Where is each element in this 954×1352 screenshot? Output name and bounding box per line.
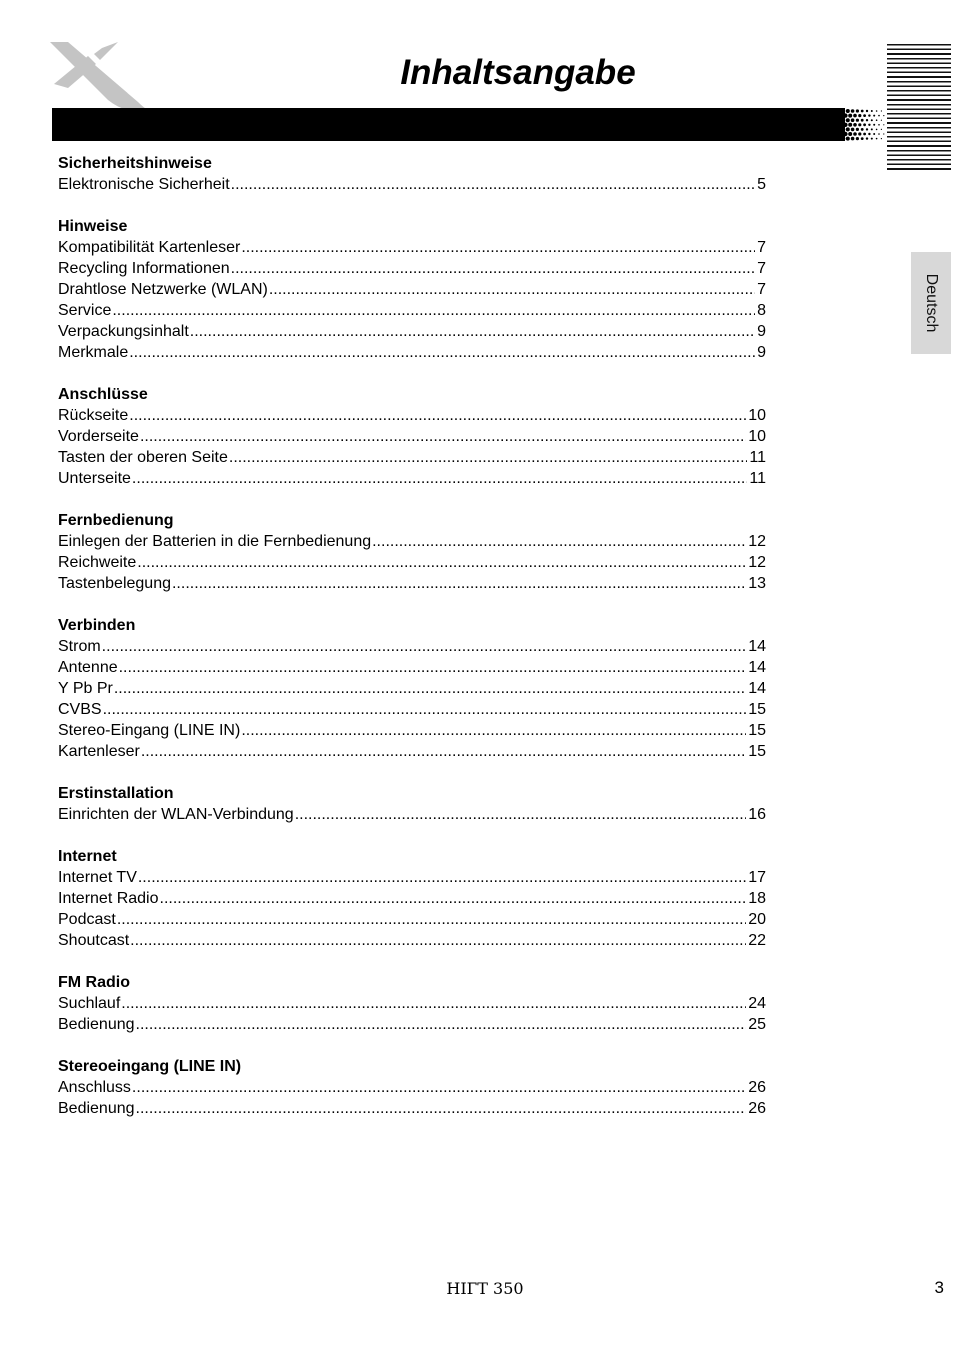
toc-entry xyxy=(58,300,766,321)
toc-dot-leader xyxy=(131,1077,746,1098)
toc-dot-leader xyxy=(118,657,747,678)
toc-entry xyxy=(58,1077,766,1098)
toc-dot-leader xyxy=(294,804,747,825)
toc-entry-title: Kartenleser xyxy=(58,743,140,760)
toc-entry-title: Y Pb Pr xyxy=(58,680,113,697)
toc-entry-title: Rückseite xyxy=(58,407,129,424)
toc-entry-title: Stereo-Eingang (LINE IN) xyxy=(58,722,241,739)
toc-entry-title: Service xyxy=(58,302,112,319)
toc-entry-title: Einlegen der Batterien in die Fernbedienung xyxy=(58,533,372,550)
toc-entry-page: 14 xyxy=(748,638,766,655)
toc-dot-leader xyxy=(128,342,755,363)
toc-dot-leader xyxy=(101,636,747,657)
toc-entry xyxy=(58,426,766,447)
toc-dot-leader xyxy=(113,678,746,699)
toc-dot-leader xyxy=(228,447,748,468)
toc-dot-leader xyxy=(139,426,746,447)
toc-entry xyxy=(58,888,766,909)
toc-entry-page: 26 xyxy=(748,1100,766,1117)
toc-dot-leader xyxy=(230,174,755,195)
toc-entry xyxy=(58,909,766,930)
toc-dot-leader xyxy=(240,237,755,258)
toc-section xyxy=(58,615,766,762)
toc-entry-page: 20 xyxy=(748,911,766,928)
toc-section-heading: Sicherheitshinweise xyxy=(58,155,212,172)
toc-dot-leader xyxy=(189,321,755,342)
toc-entry xyxy=(58,237,766,258)
toc-entry-page: 11 xyxy=(749,449,766,466)
toc-entry-page: 9 xyxy=(757,344,766,361)
toc-dot-leader xyxy=(159,888,747,909)
toc-dot-leader xyxy=(268,279,755,300)
toc-entry-page: 10 xyxy=(748,428,766,445)
toc-entry xyxy=(58,1098,766,1119)
toc-entry xyxy=(58,468,766,489)
toc-entry-title: Kompatibilität Kartenleser xyxy=(58,239,241,256)
toc-entry-title: Bedienung xyxy=(58,1100,135,1117)
toc-dot-leader xyxy=(111,300,755,321)
toc-entry xyxy=(58,678,766,699)
toc-entry-title: CVBS xyxy=(58,701,102,718)
toc-entry xyxy=(58,657,766,678)
toc-entry-page: 11 xyxy=(749,470,766,487)
toc-entry-page: 18 xyxy=(748,890,766,907)
toc-dot-leader xyxy=(136,552,746,573)
toc-entry-page: 22 xyxy=(748,932,766,949)
toc-entry-title: Tasten der oberen Seite xyxy=(58,449,228,466)
toc-section xyxy=(58,972,766,1035)
toc-entry xyxy=(58,447,766,468)
toc-entry-title: Strom xyxy=(58,638,101,655)
toc-dot-leader xyxy=(135,1014,747,1035)
toc-section-heading: Verbinden xyxy=(58,617,136,634)
toc-entry-title: Internet TV xyxy=(58,869,137,886)
toc-entry xyxy=(58,258,766,279)
toc-entry xyxy=(58,1014,766,1035)
toc-dot-leader xyxy=(129,930,746,951)
toc-dot-leader xyxy=(128,405,746,426)
toc-section xyxy=(58,783,766,825)
toc-entry-page: 7 xyxy=(757,260,766,277)
toc-section-heading: FM Radio xyxy=(58,974,130,991)
toc-section xyxy=(58,153,766,195)
toc-entry-page: 15 xyxy=(748,743,766,760)
toc-dot-leader xyxy=(371,531,746,552)
toc-dot-leader xyxy=(116,909,746,930)
toc-entry-page: 5 xyxy=(757,176,766,193)
toc-entry xyxy=(58,321,766,342)
toc-entry-title: Elektronische Sicherheit xyxy=(58,176,230,193)
toc-entry-title: Reichweite xyxy=(58,554,137,571)
language-tab-label: Deutsch xyxy=(923,273,940,333)
striped-decoration xyxy=(887,44,951,172)
toc-dot-leader xyxy=(137,867,746,888)
toc-entry xyxy=(58,720,766,741)
toc-entry-title: Bedienung xyxy=(58,1016,135,1033)
toc-entry xyxy=(58,867,766,888)
toc-entry-title: Antenne xyxy=(58,659,118,676)
toc-entry-title: Tastenbelegung xyxy=(58,575,171,592)
toc-entry xyxy=(58,552,766,573)
toc-section xyxy=(58,216,766,363)
toc-dot-leader xyxy=(140,741,746,762)
toc-entry-title: Unterseite xyxy=(58,470,131,487)
toc-dot-leader xyxy=(171,573,746,594)
toc-entry-page: 8 xyxy=(757,302,766,319)
toc-dot-leader xyxy=(102,699,747,720)
toc-entry xyxy=(58,636,766,657)
toc-entry xyxy=(58,699,766,720)
toc-section-heading: Fernbedienung xyxy=(58,512,174,529)
toc-section-heading: Stereoeingang (LINE IN) xyxy=(58,1058,242,1075)
toc-section xyxy=(58,846,766,951)
toc-entry-page: 7 xyxy=(757,281,766,298)
toc-dot-leader xyxy=(131,468,747,489)
halftone-dots-decoration xyxy=(840,108,886,141)
toc-section-heading: Internet xyxy=(58,848,117,865)
toc-entry-title: Shoutcast xyxy=(58,932,130,949)
toc-entry-page: 9 xyxy=(757,323,766,340)
toc-section xyxy=(58,510,766,594)
toc-entry-page: 14 xyxy=(748,680,766,697)
toc-entry-page: 13 xyxy=(748,575,766,592)
toc-entry-title: Einrichten der WLAN-Verbindung xyxy=(58,806,294,823)
footer-model-name: HIГТ 350 xyxy=(446,1279,524,1298)
table-of-contents xyxy=(58,153,766,1140)
toc-entry xyxy=(58,342,766,363)
brand-x-logo-icon xyxy=(48,42,148,110)
toc-entry-title: Internet Radio xyxy=(58,890,159,907)
toc-entry-title: Merkmale xyxy=(58,344,129,361)
toc-entry-page: 7 xyxy=(757,239,766,256)
toc-entry-page: 12 xyxy=(748,533,766,550)
toc-section xyxy=(58,1056,766,1119)
toc-dot-leader xyxy=(230,258,755,279)
toc-entry xyxy=(58,741,766,762)
toc-entry-title: Vorderseite xyxy=(58,428,139,445)
toc-entry-page: 17 xyxy=(748,869,766,886)
toc-entry-page: 15 xyxy=(748,701,766,718)
toc-entry xyxy=(58,573,766,594)
toc-section-heading: Erstinstallation xyxy=(58,785,174,802)
toc-entry-page: 16 xyxy=(748,806,766,823)
toc-section-heading: Hinweise xyxy=(58,218,128,235)
toc-section-heading: Anschlüsse xyxy=(58,386,148,403)
toc-dot-leader xyxy=(240,720,746,741)
toc-entry xyxy=(58,993,766,1014)
toc-entry-title: Podcast xyxy=(58,911,116,928)
page-number: 3 xyxy=(934,1278,944,1297)
toc-entry xyxy=(58,174,766,195)
toc-section xyxy=(58,384,766,489)
toc-entry-page: 24 xyxy=(748,995,766,1012)
toc-entry xyxy=(58,405,766,426)
toc-entry-page: 14 xyxy=(748,659,766,676)
page-title: Inhaltsangabe xyxy=(400,53,636,92)
toc-dot-leader xyxy=(120,993,746,1014)
toc-entry-title: Recycling Informationen xyxy=(58,260,230,277)
toc-entry-page: 26 xyxy=(748,1079,766,1096)
title-bar xyxy=(52,108,845,141)
toc-entry-title: Drahtlose Netzwerke (WLAN) xyxy=(58,281,268,298)
toc-entry-title: Suchlauf xyxy=(58,995,121,1012)
toc-dot-leader xyxy=(135,1098,747,1119)
language-tab xyxy=(911,252,951,354)
toc-entry-page: 25 xyxy=(748,1016,766,1033)
toc-entry-title: Verpackungsinhalt xyxy=(58,323,189,340)
toc-entry-page: 10 xyxy=(748,407,766,424)
toc-entry xyxy=(58,279,766,300)
toc-entry-page: 15 xyxy=(748,722,766,739)
toc-entry-page: 12 xyxy=(748,554,766,571)
toc-entry-title: Anschluss xyxy=(58,1079,131,1096)
toc-entry xyxy=(58,930,766,951)
toc-entry xyxy=(58,804,766,825)
toc-entry xyxy=(58,531,766,552)
